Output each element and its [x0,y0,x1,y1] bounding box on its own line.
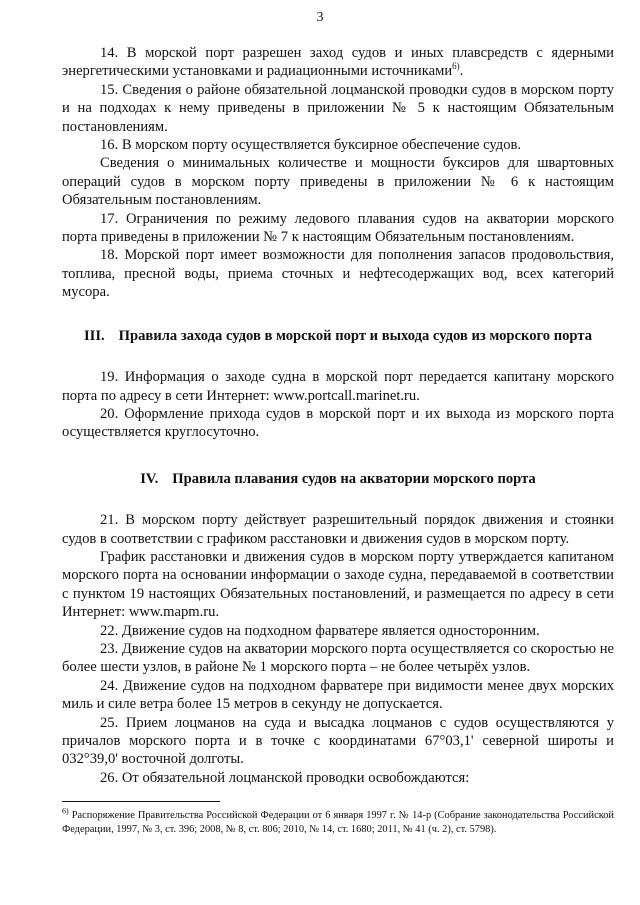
section-3-number: III. [83,327,105,344]
footnote [62,806,614,836]
footnote-separator [62,801,220,802]
paragraph-25: 25. Прием лоцманов на суда и высадка лоцманов с судов осуществляются у причалов морского порта и в точке с координатами 67°03,1' северной широты и 032°39,0' восточной долготы. [62,714,614,768]
footnote-mark: 6) [62,806,69,816]
document-body [62,44,614,787]
paragraph-23: 23. Движение судов на акватории морского порта осуществляется со скоростью не более шести узлов, в районе № 1 морского порта – не более четырёх узлов. [62,640,614,676]
footnote-reference: 6) [452,61,460,72]
section-3-heading [62,327,614,345]
paragraph-24: 24. Движение судов на подходном фарватере при видимости менее двух морских миль и силе ветра более 15 метров в секунду не допускается. [62,677,614,713]
section-4-number: IV. [140,470,159,487]
section-3-title: Правила захода судов в морской порт и выхода судов из морского порта [118,327,592,344]
paragraph-26: 26. От обязательной лоцманской проводки освобождаются: [100,769,470,786]
paragraph-17: 17. Ограничения по режиму ледового плавания судов на акватории морского порта приведены в приложении № 7 к настоящим Обязательным постановлениям. [62,210,614,246]
paragraph-15: 15. Сведения о районе обязательной лоцманской проводки судов в морском порту и на подходах к нему приведены в приложении № 5 к настоящим Обязательным постановлениям. [62,81,614,135]
paragraph-20: 20. Оформление прихода судов в морской порт и их выхода из морского порта осуществляется круглосуточно. [62,405,614,441]
paragraph-19: 19. Информация о заходе судна в морской порт передается капитану морского порта по адресу в сети Интернет: www.portcall.marinet.ru. [62,369,614,404]
section-4-heading [62,470,614,488]
paragraph-18: 18. Морской порт имеет возможности для пополнения запасов продовольствия, топлива, пресной воды, приема сточных и нефтесодержащих вод, всех категорий мусора. [62,247,614,301]
page-number: 3 [316,10,324,25]
section-4-title: Правила плавания судов на акватории морского порта [172,470,536,487]
paragraph-21-schedule: График расстановки и движения судов в морском порту утверждается капитаном морского порта на основании информации о заходе судна, передаваемой в соответствии с пунктом 19 настоящих Обязательных постановлений, и размещается по адресу в сети Интернет: www.mapm.ru. [62,548,614,621]
paragraph-21: 21. В морском порту действует разрешительный порядок движения и стоянки судов в соответствии с графиком расстановки и движения судов в морском порту. [62,512,614,547]
paragraph-16: 16. В морском порту осуществляется буксирное обеспечение судов. [100,137,522,154]
paragraph-14: 14. В морской порт разрешен заход судов и иных плавсредств с ядерными энергетическими установками и радиационными источниками$^{6)}$. [62,45,614,80]
paragraph-22: 22. Движение судов на подходном фарватере является односторонним. [100,622,540,639]
paragraph-16-tugs: Сведения о минимальных количестве и мощности буксиров для швартовных операций судов в морском порту приведены в приложении № 6 к настоящим Обязательным постановлениям. [62,155,614,209]
footnote-text: Распоряжение Правительства Российской Федерации от 6 января 1997 г. № 14-р (Собрание законодательства Российской Федерации, 1997, № 3, ст. 396; 2008, № 8, ст. 806; 2010, № 14, ст. 1680; 2011, № 41 (ч. 2), ст. 5798). [62,810,614,835]
